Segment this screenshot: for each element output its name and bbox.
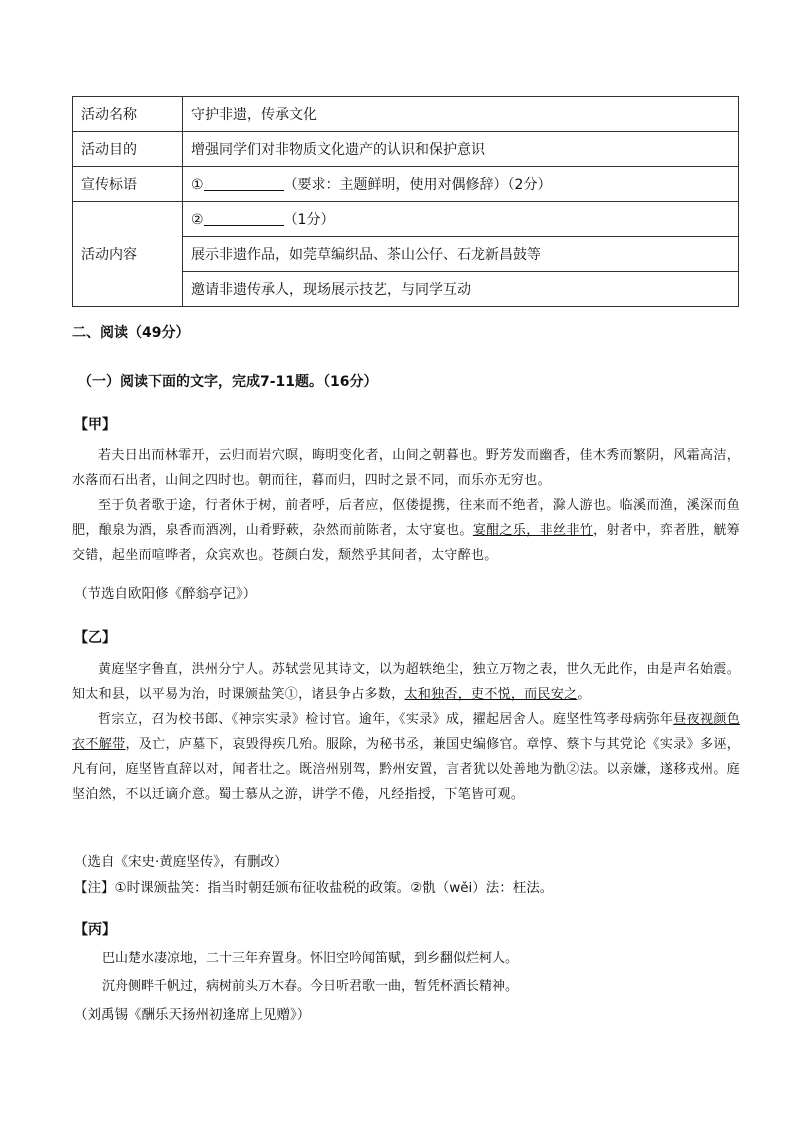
paragraph: 至于负者歌于途，行者休于树，前者呼，后者应，伛偻提携，往来而不绝者，滁人游也。临溪而渔，溪深而鱼肥，酿泉为酒，泉香而酒冽，山肴野蔌，杂然而前陈者，太守宴也。宴酣之乐，非丝非竹，射者中，弈者胜，觥筹交错，起坐而喧哗者，众宾欢也。苍颜白发，颓然乎其间者，太守醉也。 <box>72 498 740 563</box>
source-citation: （节选自欧阳修《醉翁亭记》） <box>74 586 257 602</box>
section-title: 二、阅读（49分） <box>72 325 190 341</box>
table-row <box>73 202 739 237</box>
underlined-sentence: 太和独否，吏不悦，而民安之 <box>404 687 578 702</box>
content-prefix: ② <box>191 212 204 228</box>
paragraph: 哲宗立，召为校书郎、《神宗实录》检讨官。逾年，《实录》成，擢起居舍人。庭坚性笃孝母病弥年昼夜视颜色衣不解带，及亡，庐墓下，哀毁得疾几殆。服除，为秘书丞，兼国史编修官。章惇、蔡卞与其党论《实录》多诬，凡有问，庭坚皆直辞以对，闻者壮之。既涪州别驾，黔州安置，言者犹以处善地为骩②法。以亲嫌，遂移戎州。庭坚泊然，不以迁谪介意。蜀士慕从之游，讲学不倦，凡经指授，下笔皆可观。 <box>72 712 740 802</box>
passage-tag-jia: 【甲】 <box>74 417 116 433</box>
slogan-prefix: ① <box>191 177 204 193</box>
table-label: 活动内容 <box>73 202 183 307</box>
poem-line: 巴山楚水凄凉地，二十三年弃置身。怀旧空吟闻笛赋，到乡翻似烂柯人。 <box>102 951 519 966</box>
passage-tag-bing: 【丙】 <box>74 922 116 938</box>
table-row <box>73 97 739 132</box>
paragraph: 黄庭坚字鲁直，洪州分宁人。苏轼尝见其诗文，以为超轶绝尘，独立万物之表，世久无此作，由是声名始震。知太和县，以平易为治，时课颁盐笑①，诸县争占多数，太和独否，吏不悦，而民安之。 <box>72 662 740 702</box>
underlined-sentence: 宴酣之乐，非丝非竹 <box>472 523 594 538</box>
table-value: 展示非遗作品，如莞草编织品、茶山公仔、石龙新昌鼓等 <box>183 237 739 272</box>
paragraph: 若夫日出而林霏开，云归而岩穴暝，晦明变化者，山间之朝暮也。野芳发而幽香，佳木秀而繁阴，风霜高洁，水落而石出者，山间之四时也。朝而往，暮而归，四时之景不同，而乐亦无穷也。 <box>72 448 740 488</box>
answer-blank <box>204 211 284 226</box>
table-label: 活动名称 <box>73 97 183 132</box>
source-citation: （选自《宋史·黄庭坚传》，有删改） <box>74 854 288 870</box>
table-row <box>73 167 739 202</box>
poem <box>102 945 518 1001</box>
table-value <box>183 167 739 202</box>
underlined-sentence: 昼夜视颜色衣不解带 <box>72 712 740 752</box>
passage-jia <box>72 443 740 568</box>
table-value: 邀请非遗传承人，现场展示技艺，与同学互动 <box>183 272 739 307</box>
activity-table <box>72 96 739 307</box>
table-label: 宣传标语 <box>73 167 183 202</box>
annotation-note: 【注】①时课颁盐笑：指当时朝廷颁布征收盐税的政策。②骩（wěi）法：枉法。 <box>74 880 554 896</box>
subsection-title: （一）阅读下面的文字，完成7-11题。（16分） <box>78 374 378 390</box>
poem-line: 沉舟侧畔千帆过，病树前头万木春。今日听君歌一曲，暂凭杯酒长精神。 <box>102 979 519 994</box>
source-citation: （刘禹锡《酬乐天扬州初逢席上见赠》） <box>74 1007 311 1023</box>
table-label: 活动目的 <box>73 132 183 167</box>
table-row <box>73 132 739 167</box>
table-value: 守护非遗，传承文化 <box>183 97 739 132</box>
passage-yi <box>72 657 740 807</box>
table-value <box>183 202 739 237</box>
content-score: （1分） <box>283 212 335 228</box>
slogan-requirement: （要求：主题鲜明，使用对偶修辞）（2分） <box>283 177 552 193</box>
table-value: 增强同学们对非物质文化遗产的认识和保护意识 <box>183 132 739 167</box>
answer-blank <box>204 176 284 191</box>
passage-tag-yi: 【乙】 <box>74 630 116 646</box>
